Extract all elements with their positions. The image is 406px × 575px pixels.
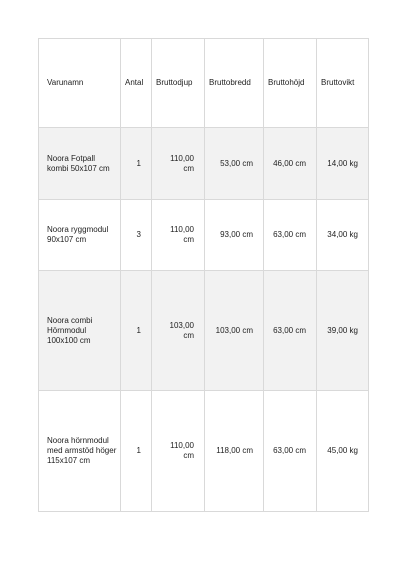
cell-gross-width: 103,00 cm (205, 271, 264, 391)
cell-product-name: Noora combi Hörnmodul 100x100 cm (39, 271, 121, 391)
cell-gross-weight: 34,00 kg (317, 200, 369, 271)
cell-gross-width: 118,00 cm (205, 391, 264, 512)
cell-gross-weight: 39,00 kg (317, 271, 369, 391)
cell-quantity: 1 (121, 271, 152, 391)
cell-gross-depth: 110,00 cm (152, 391, 205, 512)
cell-gross-height: 63,00 cm (264, 271, 317, 391)
table-header-row (39, 39, 369, 128)
cell-gross-width: 53,00 cm (205, 128, 264, 200)
cell-gross-height: 63,00 cm (264, 391, 317, 512)
header-gross-width: Bruttobredd (205, 39, 264, 128)
cell-product-name: Noora ryggmodul 90x107 cm (39, 200, 121, 271)
header-gross-depth: Bruttodjup (152, 39, 205, 128)
cell-product-name: Noora Fotpall kombi 50x107 cm (39, 128, 121, 200)
cell-gross-width: 93,00 cm (205, 200, 264, 271)
header-product-name: Varunamn (39, 39, 121, 128)
cell-product-name: Noora hörnmodul med armstöd höger 115x107 cm (39, 391, 121, 512)
cell-quantity: 1 (121, 391, 152, 512)
table-row (39, 200, 369, 271)
table-row (39, 128, 369, 200)
cell-gross-depth: 110,00 cm (152, 200, 205, 271)
cell-gross-weight: 45,00 kg (317, 391, 369, 512)
table-row (39, 271, 369, 391)
cell-gross-weight: 14,00 kg (317, 128, 369, 200)
product-dimensions-table (38, 38, 369, 512)
cell-quantity: 3 (121, 200, 152, 271)
header-quantity: Antal (121, 39, 152, 128)
cell-gross-depth: 110,00 cm (152, 128, 205, 200)
cell-gross-depth: 103,00 cm (152, 271, 205, 391)
header-gross-height: Bruttohöjd (264, 39, 317, 128)
table-row (39, 391, 369, 512)
cell-quantity: 1 (121, 128, 152, 200)
cell-gross-height: 63,00 cm (264, 200, 317, 271)
header-gross-weight: Bruttovikt (317, 39, 369, 128)
cell-gross-height: 46,00 cm (264, 128, 317, 200)
